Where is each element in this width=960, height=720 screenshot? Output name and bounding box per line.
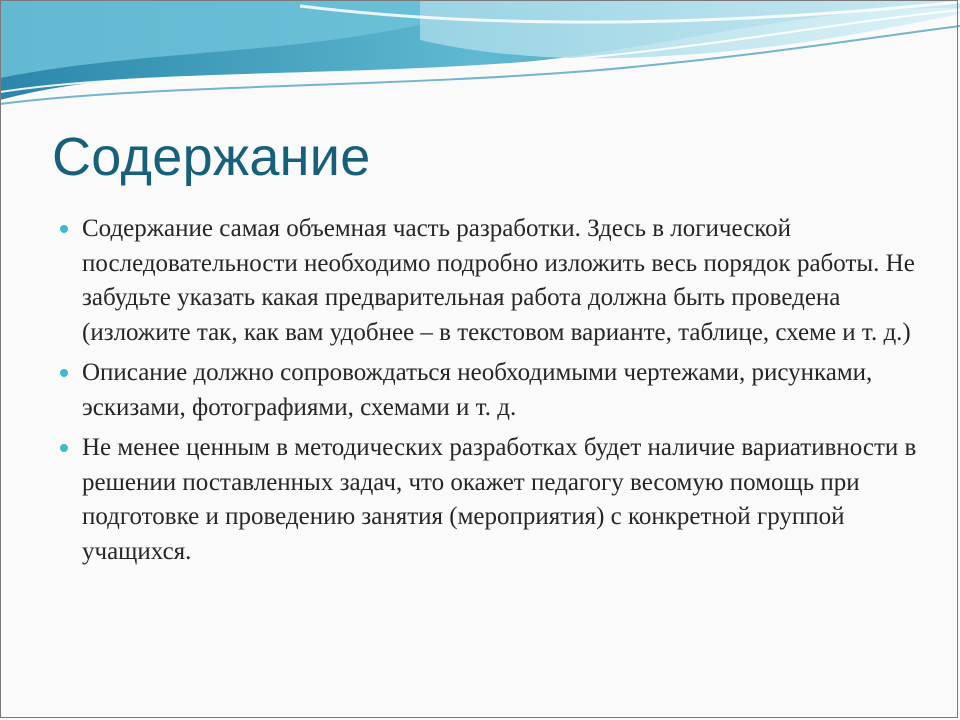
bullet-dot-icon xyxy=(60,369,68,377)
bullet-list xyxy=(60,212,920,575)
header-wave-decoration xyxy=(0,0,960,120)
bullet-dot-icon xyxy=(60,225,68,233)
bullet-text: Описание должно сопровождаться необходимыми чертежами, рисунками, эскизами, фотографиями, схемами и т. д. xyxy=(82,359,873,421)
bullet-text: Содержание самая объемная часть разработки. Здесь в логической последовательности необходимо подробно изложить весь порядок работы. Не забудьте указать какая предварительная работа должна быть проведена (изложите так, как вам удобнее – в текстовом варианте, таблице, схеме и т. д.) xyxy=(82,215,915,346)
bullet-text: Не менее ценным в методических разработках будет наличие вариативности в решении поставленных задач, что окажет педагогу весомую помощь при подготовке и проведению занятия (мероприятия) с конкретной группой учащихся. xyxy=(82,434,917,565)
bullet-item xyxy=(60,212,920,350)
slide-title: Содержание xyxy=(52,127,371,187)
bullet-item xyxy=(60,356,920,425)
bullet-item xyxy=(60,431,920,569)
bullet-dot-icon xyxy=(60,444,68,452)
